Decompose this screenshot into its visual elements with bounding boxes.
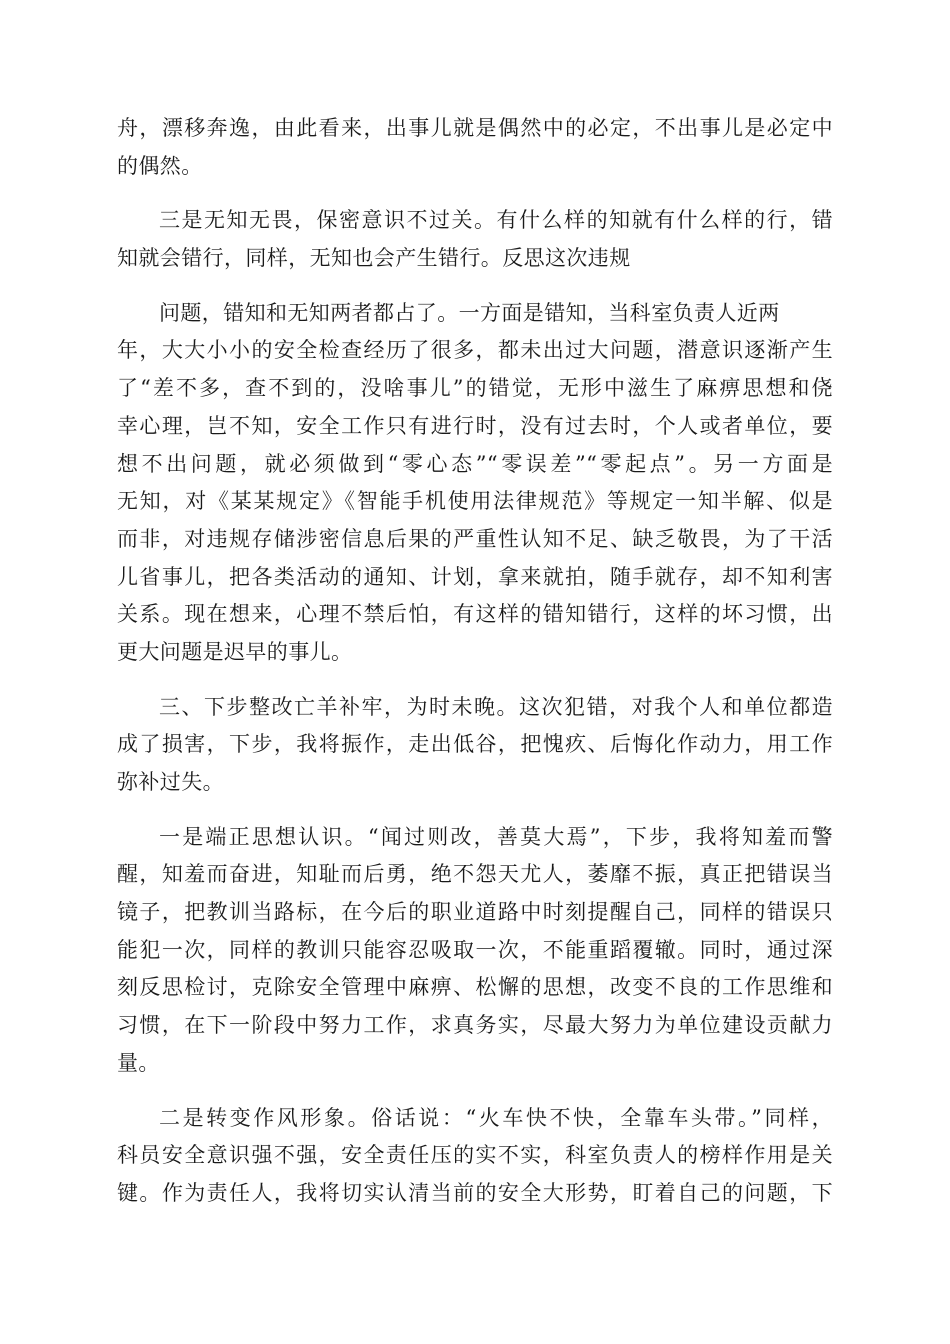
- text-line: 能犯一次，同样的教训只能容忍吸取一次，不能重蹈覆辙。同时，通过深: [117, 937, 833, 962]
- text-line: 科员安全意识强不强，安全责任压的实不实，科室负责人的榜样作用是关: [117, 1143, 833, 1168]
- text-line: 问题，错知和无知两者都占了。一方面是错知，当科室负责人近两: [159, 300, 780, 325]
- text-line: 无知，对《某某规定》《智能手机使用法律规范》等规定一知半解、似是: [117, 489, 833, 514]
- text-line: 弥补过失。: [117, 770, 224, 794]
- text-line: 关系。现在想来，心理不禁后怕，有这样的错知错行，这样的坏习惯，出: [117, 602, 833, 627]
- text-line: 镜子，把教训当路标，在今后的职业道路中时刻提醒自己，同样的错误只: [117, 900, 833, 925]
- text-line: 想不出问题，就必须做到“零心态”“零误差”“零起点”。另一方面是: [117, 451, 833, 476]
- text-line: 一是端正思想认识。“闻过则改，善莫大焉”，下步，我将知羞而警: [159, 824, 833, 849]
- text-line: 量。: [117, 1050, 160, 1075]
- text-line: 幸心理，岂不知，安全工作只有进行时，没有过去时，个人或者单位，要: [117, 413, 833, 438]
- text-line: 刻反思检讨，克除安全管理中麻痹、松懈的思想，改变不良的工作思维和: [117, 975, 833, 1000]
- text-line: 儿省事儿，把各类活动的通知、计划，拿来就拍，随手就存，却不知利害: [117, 564, 833, 589]
- text-line: 的偶然。: [117, 153, 203, 178]
- paragraph: [117, 202, 833, 277]
- text-line: 习惯，在下一阶段中努力工作，求真务实，尽最大努力为单位建设贡献力: [117, 1013, 833, 1038]
- text-line: 知就会错行，同样，无知也会产生错行。反思这次违规: [117, 246, 631, 271]
- text-line: 更大问题是迟早的事儿。: [117, 639, 353, 664]
- paragraph: [117, 1100, 833, 1213]
- text-line: 年，大大小小的安全检查经历了很多，都未出过大问题，潜意识逐渐产生: [117, 338, 833, 363]
- text-line: 了“差不多，查不到的，没啥事儿”的错觉，无形中滋生了麻痹思想和侥: [117, 376, 833, 401]
- paragraph: [117, 689, 833, 802]
- text-line: 而非，对违规存储涉密信息后果的严重性认知不足、缺乏敬畏，为了干活: [117, 526, 833, 551]
- paragraph: [117, 819, 833, 1083]
- text-line: 醒，知羞而奋进，知耻而后勇，绝不怨天尤人，萎靡不振，真正把错误当: [117, 862, 833, 887]
- text-line: 三、下步整改亡羊补牢，为时未晚。这次犯错，对我个人和单位都造: [159, 694, 833, 719]
- text-line: 舟，漂移奔逸，由此看来，出事儿就是偶然中的必定，不出事儿是必定中: [117, 116, 833, 140]
- text-line: 成了损害，下步，我将振作，走出低谷，把愧疚、后悔化作动力，用工作: [117, 732, 833, 757]
- text-line: 三是无知无畏，保密意识不过关。有什么样的知就有什么样的行，错: [159, 208, 833, 233]
- document-body: [117, 110, 833, 1213]
- text-line: 键。作为责任人，我将切实认清当前的安全大形势，盯着自己的问题，下: [117, 1180, 833, 1205]
- paragraph: [117, 295, 833, 672]
- text-line: 二是转变作风形象。俗话说：“火车快不快，全靠车头带。”同样，: [159, 1105, 833, 1130]
- paragraph: [117, 110, 833, 185]
